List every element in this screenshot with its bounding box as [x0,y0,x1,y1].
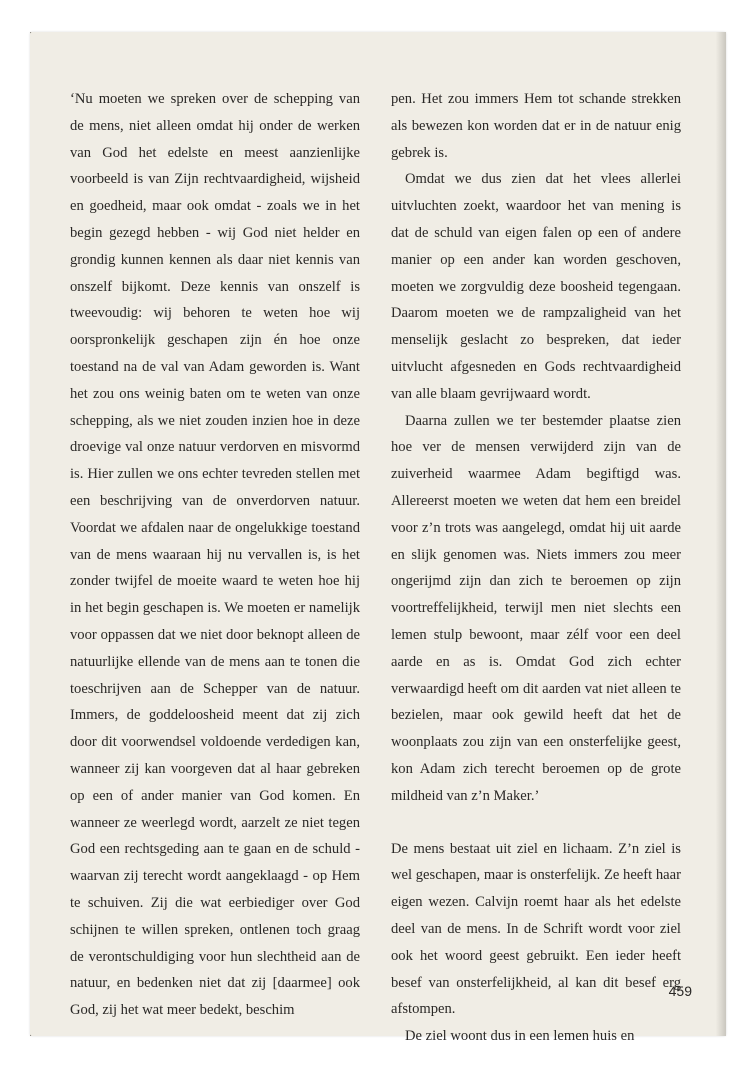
right-paragraph-3: Daarna zullen we ter bestemder plaatse zien hoe ver de mensen verwijderd zijn van de zuiverheid waarmee Adam begiftigd was. Allereerst moeten we weten dat hem een breidel voor z’n trots was aangelegd, omdat hij uit aarde en slijk genomen was. Niets immers zou meer ongerijmd zijn dan zich te beroemen op zijn voortreffelijkheid, terwijl men niet slechts een lemen stulp bewoont, maar zélf voor een deel aarde en as is. Omdat God zich echter verwaardigd heeft om dit aarden vat niet alleen te bezielen, maar ook gewild heeft dat het de woonplaats zou zijn van een onsterfelijke geest, kon Adam zich terecht beroemen op de grote mildheid van z’n Maker.’ [391,412,681,804]
right-paragraph-5: De ziel woont dus in een lemen huis en [405,1028,635,1045]
left-column [70,86,360,1024]
right-paragraph-2: Omdat we dus zien dat het vlees allerlei uitvluchten zoekt, waardoor het van mening is dat de schuld van eigen falen op een of andere manier op een ander kan worden geschoven, moeten we zorgvuldig deze boosheid tegengaan. Daarom moeten we de rampzaligheid van het menselijk geslacht zo bespreken, dat ieder uitvlucht afgesneden en Gods rechtvaardigheid van alle blaam gevrijwaard wordt. [391,171,681,402]
right-paragraph-4: De mens bestaat uit ziel en lichaam. Z’n ziel is wel geschapen, maar is onsterfelijk. Ze heeft haar eigen wezen. Calvijn roemt haar als het edelste deel van de mens. In de Schrift wordt voor ziel ook het woord geest gebruikt. Een ieder heeft besef van onsterfelijkheid, al kan dit besef erg afstompen. [391,840,681,1018]
left-paragraph-1: ‘Nu moeten we spreken over de schepping van de mens, niet alleen omdat hij onder de werken van God het edelste en meest aanzienlijke voorbeeld is van Zijn rechtvaardigheid, wijsheid en goedheid, maar ook omdat - zoals we in het begin gezegd hebben - wij God niet helder en grondig kunnen kennen als daar niet kennis van onszelf bijkomt. Deze kennis van onszelf is tweevoudig: wij behoren te weten hoe wij oorspronkelijk geschapen zijn én hoe onze toestand na de val van Adam geworden is. Want het zou ons weinig baten om te weten van onze schepping, als we niet zouden inzien hoe in deze droevige val onze natuur verdorven en misvormd is. Hier zullen we ons echter tevreden stellen met een beschrijving van de onverdorven natuur. Voordat we afdalen naar de ongelukkige toestand van de mens waaraan hij nu vervallen is, is het zonder twijfel de moeite waard te weten hoe hij in het begin geschapen is. We moeten er namelijk voor oppassen dat we niet door beknopt alleen de natuurlijke ellende van de mens aan te tonen die toeschrijven aan de Schepper van de natuur. Immers, de goddeloosheid meent dat zij zich door dit voorwendsel voldoende verdedigen kan, wanneer zij kan voorgeven dat al haar gebreken op een of ander manier van God komen. En wanneer ze weerlegd wordt, aarzelt ze niet tegen God een rechtsgeding aan te gaan en de schuld - waarvan zij terecht wordt aangeklaagd - op Hem te schuiven. Zij die wat eerbiediger over God schijnen te willen spreken, ontlenen toch graag de verontschuldiging voor hun slechtheid aan de natuur, en bedenken niet dat zij [daarmee] ook God, zij het wat meer bedekt, beschim [70,91,360,1019]
right-column [391,86,681,1050]
right-paragraph-1: pen. Het zou immers Hem tot schande strekken als bewezen kon worden dat er in de natuur enig gebrek is. [391,91,681,161]
page-edge [716,32,726,1036]
page-number: 459 [668,983,692,999]
